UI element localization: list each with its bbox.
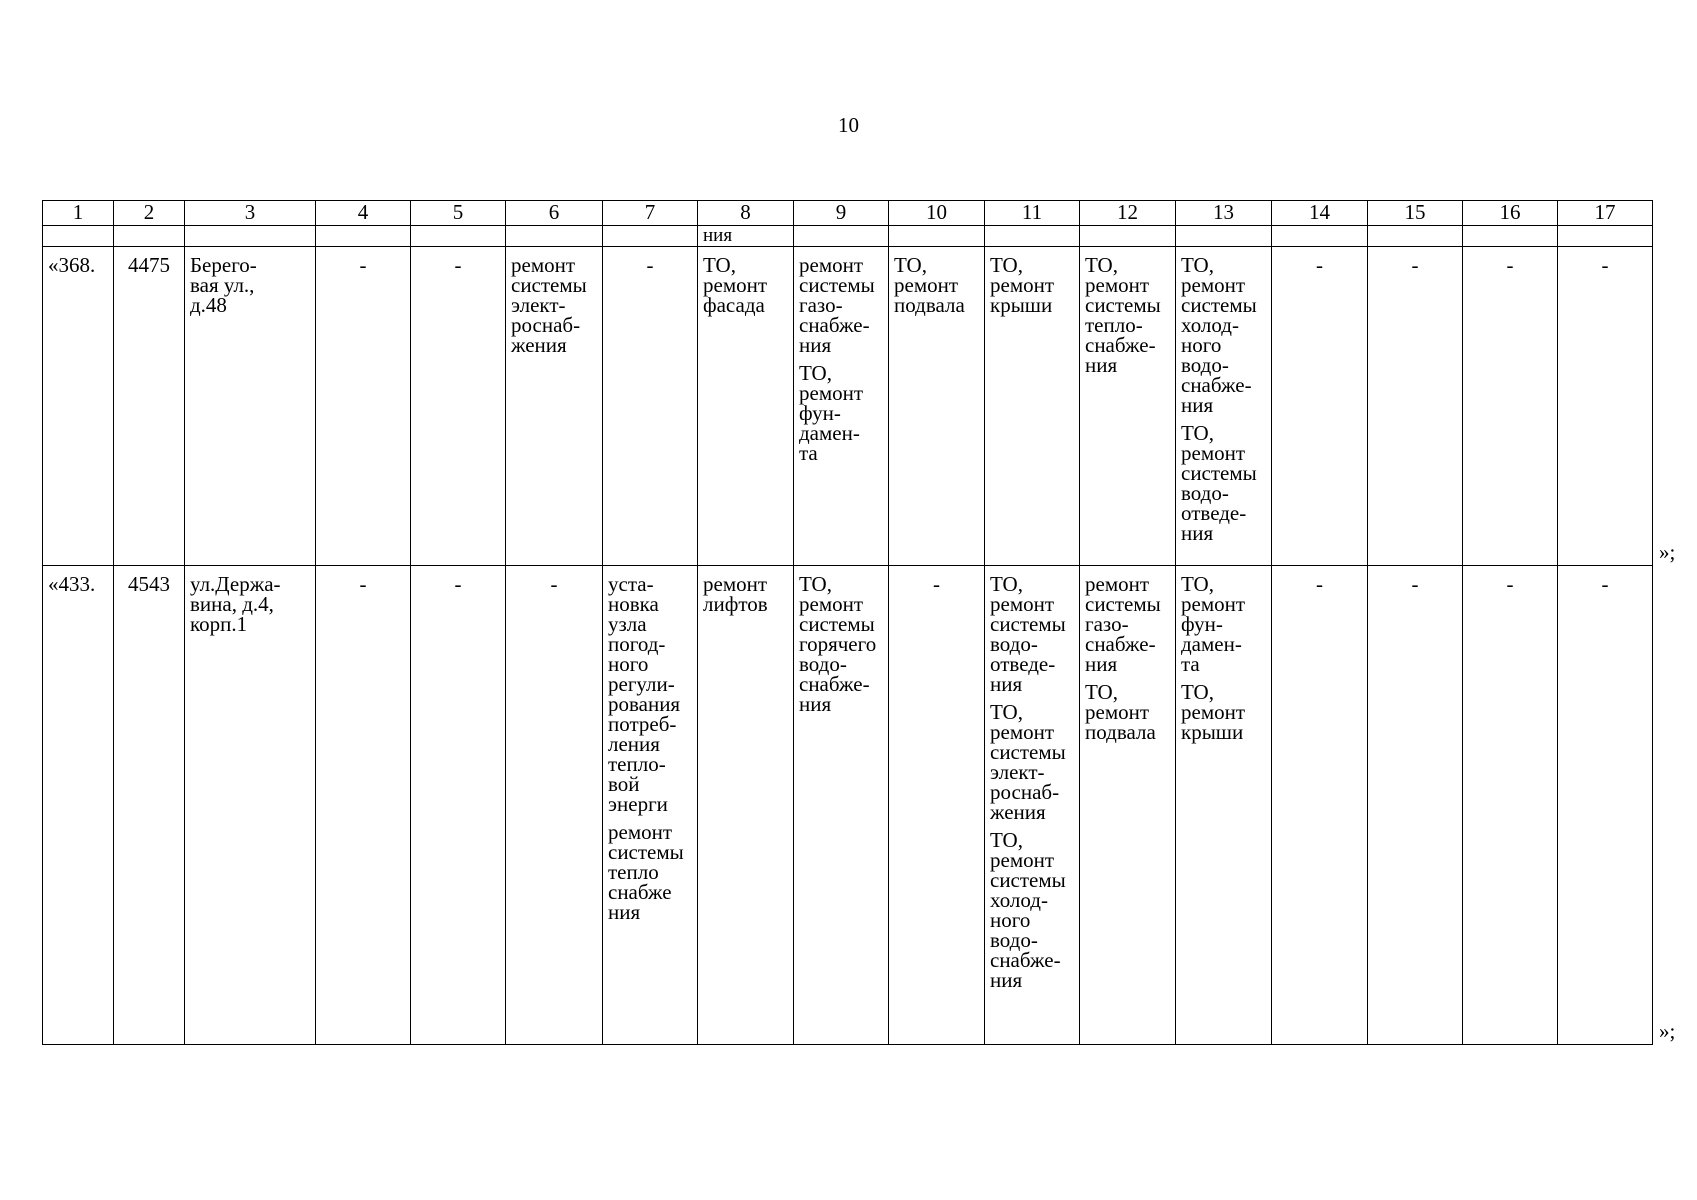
work-type-cell [411,247,506,566]
column-header: 5 [411,201,506,226]
work-type-cell [889,247,985,566]
work-entry: ТО, ремонт системы водо- отведе- ния [990,572,1066,696]
column-header: 2 [114,201,185,226]
continuation-cell [114,226,185,247]
repair-schedule-table [42,200,1653,1045]
work-type-cell [794,247,889,566]
work-type-cell [1368,247,1463,566]
page-number: 10 [838,113,859,137]
work-type-cell [1558,247,1653,566]
column-header: 1 [43,201,114,226]
work-type-cell [1080,566,1176,1045]
continuation-row [43,226,1653,247]
empty-dash: - [1411,572,1419,596]
work-entry: ремонт системы тепло снабже ния [608,820,684,924]
continuation-cell [1176,226,1272,247]
column-header: 17 [1558,201,1653,226]
empty-dash: - [646,253,654,277]
work-type-cell [506,566,603,1045]
continuation-cell [43,226,114,247]
work-entry: ТО, ремонт системы холод- ного водо- снабже- ния [990,828,1066,992]
closing-quote: »; [1659,1018,1676,1043]
work-type-cell [698,566,794,1045]
column-header: 4 [316,201,411,226]
column-header: 16 [1463,201,1558,226]
column-header: 14 [1272,201,1368,226]
work-entry: ТО, ремонт крыши [1181,680,1246,744]
empty-dash: - [1506,572,1514,596]
object-code-cell: 4475 [114,247,185,566]
work-entry: ТО, ремонт системы холод- ного водо- снабже- ния [1181,253,1257,417]
column-header: 15 [1368,201,1463,226]
work-type-cell [794,566,889,1045]
work-type-cell [1463,247,1558,566]
work-type-cell [1080,247,1176,566]
row-number-cell: «368. [43,247,114,566]
object-code-cell: 4543 [114,566,185,1045]
empty-dash: - [1316,572,1323,596]
continuation-cell [1272,226,1368,247]
continuation-cell [985,226,1080,247]
column-header: 8 [698,201,794,226]
work-entry: уста- новка узла погод- ного регули- рования потреб- ления тепло- вой энерги [608,572,681,816]
empty-dash: - [1601,572,1609,596]
work-type-cell [1272,566,1368,1045]
column-header: 6 [506,201,603,226]
continuation-cell [1368,226,1463,247]
closing-quote: »; [1659,539,1676,564]
row-number-cell: «433. [43,566,114,1045]
work-type-cell [698,247,794,566]
continuation-cell [794,226,889,247]
work-entry: ТО, ремонт системы элект- роснаб- жения [990,700,1066,824]
work-type-cell [603,247,698,566]
empty-dash: - [1316,253,1323,277]
work-entry: ремонт лифтов [703,572,768,616]
table-row [43,247,1653,566]
continuation-cell [1080,226,1176,247]
work-entry: ТО, ремонт фун- дамен- та [1181,572,1246,676]
column-header: 12 [1080,201,1176,226]
empty-dash: - [1601,253,1609,277]
continuation-cell [411,226,506,247]
work-type-cell [603,566,698,1045]
work-type-cell [411,566,506,1045]
column-header: 3 [185,201,316,226]
continuation-cell [889,226,985,247]
work-entry: ТО, ремонт системы горячего водо- снабже- ния [799,572,877,716]
work-type-cell [1176,247,1272,566]
work-type-cell [889,566,985,1045]
continuation-cell [603,226,698,247]
empty-dash: - [933,572,940,596]
table-row [43,566,1653,1045]
work-type-cell [316,566,411,1045]
work-type-cell [985,247,1080,566]
work-type-cell [316,247,411,566]
work-type-cell [1272,247,1368,566]
continuation-cell [316,226,411,247]
work-type-cell [506,247,603,566]
work-entry: ТО, ремонт системы тепло- снабже- ния [1085,253,1161,377]
continuation-cell [1463,226,1558,247]
work-entry: ТО, ремонт фасада [703,253,768,317]
empty-dash: - [359,253,367,277]
address-cell: ул.Держа- вина, д.4, корп.1 [185,566,316,1045]
work-entry: ТО, ремонт крыши [990,253,1055,317]
empty-dash: - [1411,253,1419,277]
continuation-cell [506,226,603,247]
empty-dash: - [550,572,558,596]
column-header: 11 [985,201,1080,226]
work-entry: ремонт системы газо- снабже- ния [799,253,875,357]
address-cell: Берего- вая ул., д.48 [185,247,316,566]
continuation-cell [1558,226,1653,247]
work-entry: ТО, ремонт подвала [894,253,965,317]
column-number-row [43,201,1653,226]
column-header: 9 [794,201,889,226]
work-entry: ремонт системы газо- снабже- ния [1085,572,1161,676]
continuation-cell [185,226,316,247]
work-type-cell [1368,566,1463,1045]
column-header: 10 [889,201,985,226]
work-entry: ремонт системы элект- роснаб- жения [511,253,587,357]
column-header: 7 [603,201,698,226]
empty-dash: - [1506,253,1514,277]
empty-dash: - [454,253,462,277]
work-entry: ТО, ремонт фун- дамен- та [799,361,864,465]
continuation-cell: ния [698,226,794,247]
work-type-cell [1463,566,1558,1045]
empty-dash: - [454,572,462,596]
empty-dash: - [359,572,367,596]
work-entry: ТО, ремонт системы водо- отведе- ния [1181,421,1257,545]
work-type-cell [1558,566,1653,1045]
work-entry: ТО, ремонт подвала [1085,680,1156,744]
column-header: 13 [1176,201,1272,226]
work-type-cell [985,566,1080,1045]
work-type-cell [1176,566,1272,1045]
